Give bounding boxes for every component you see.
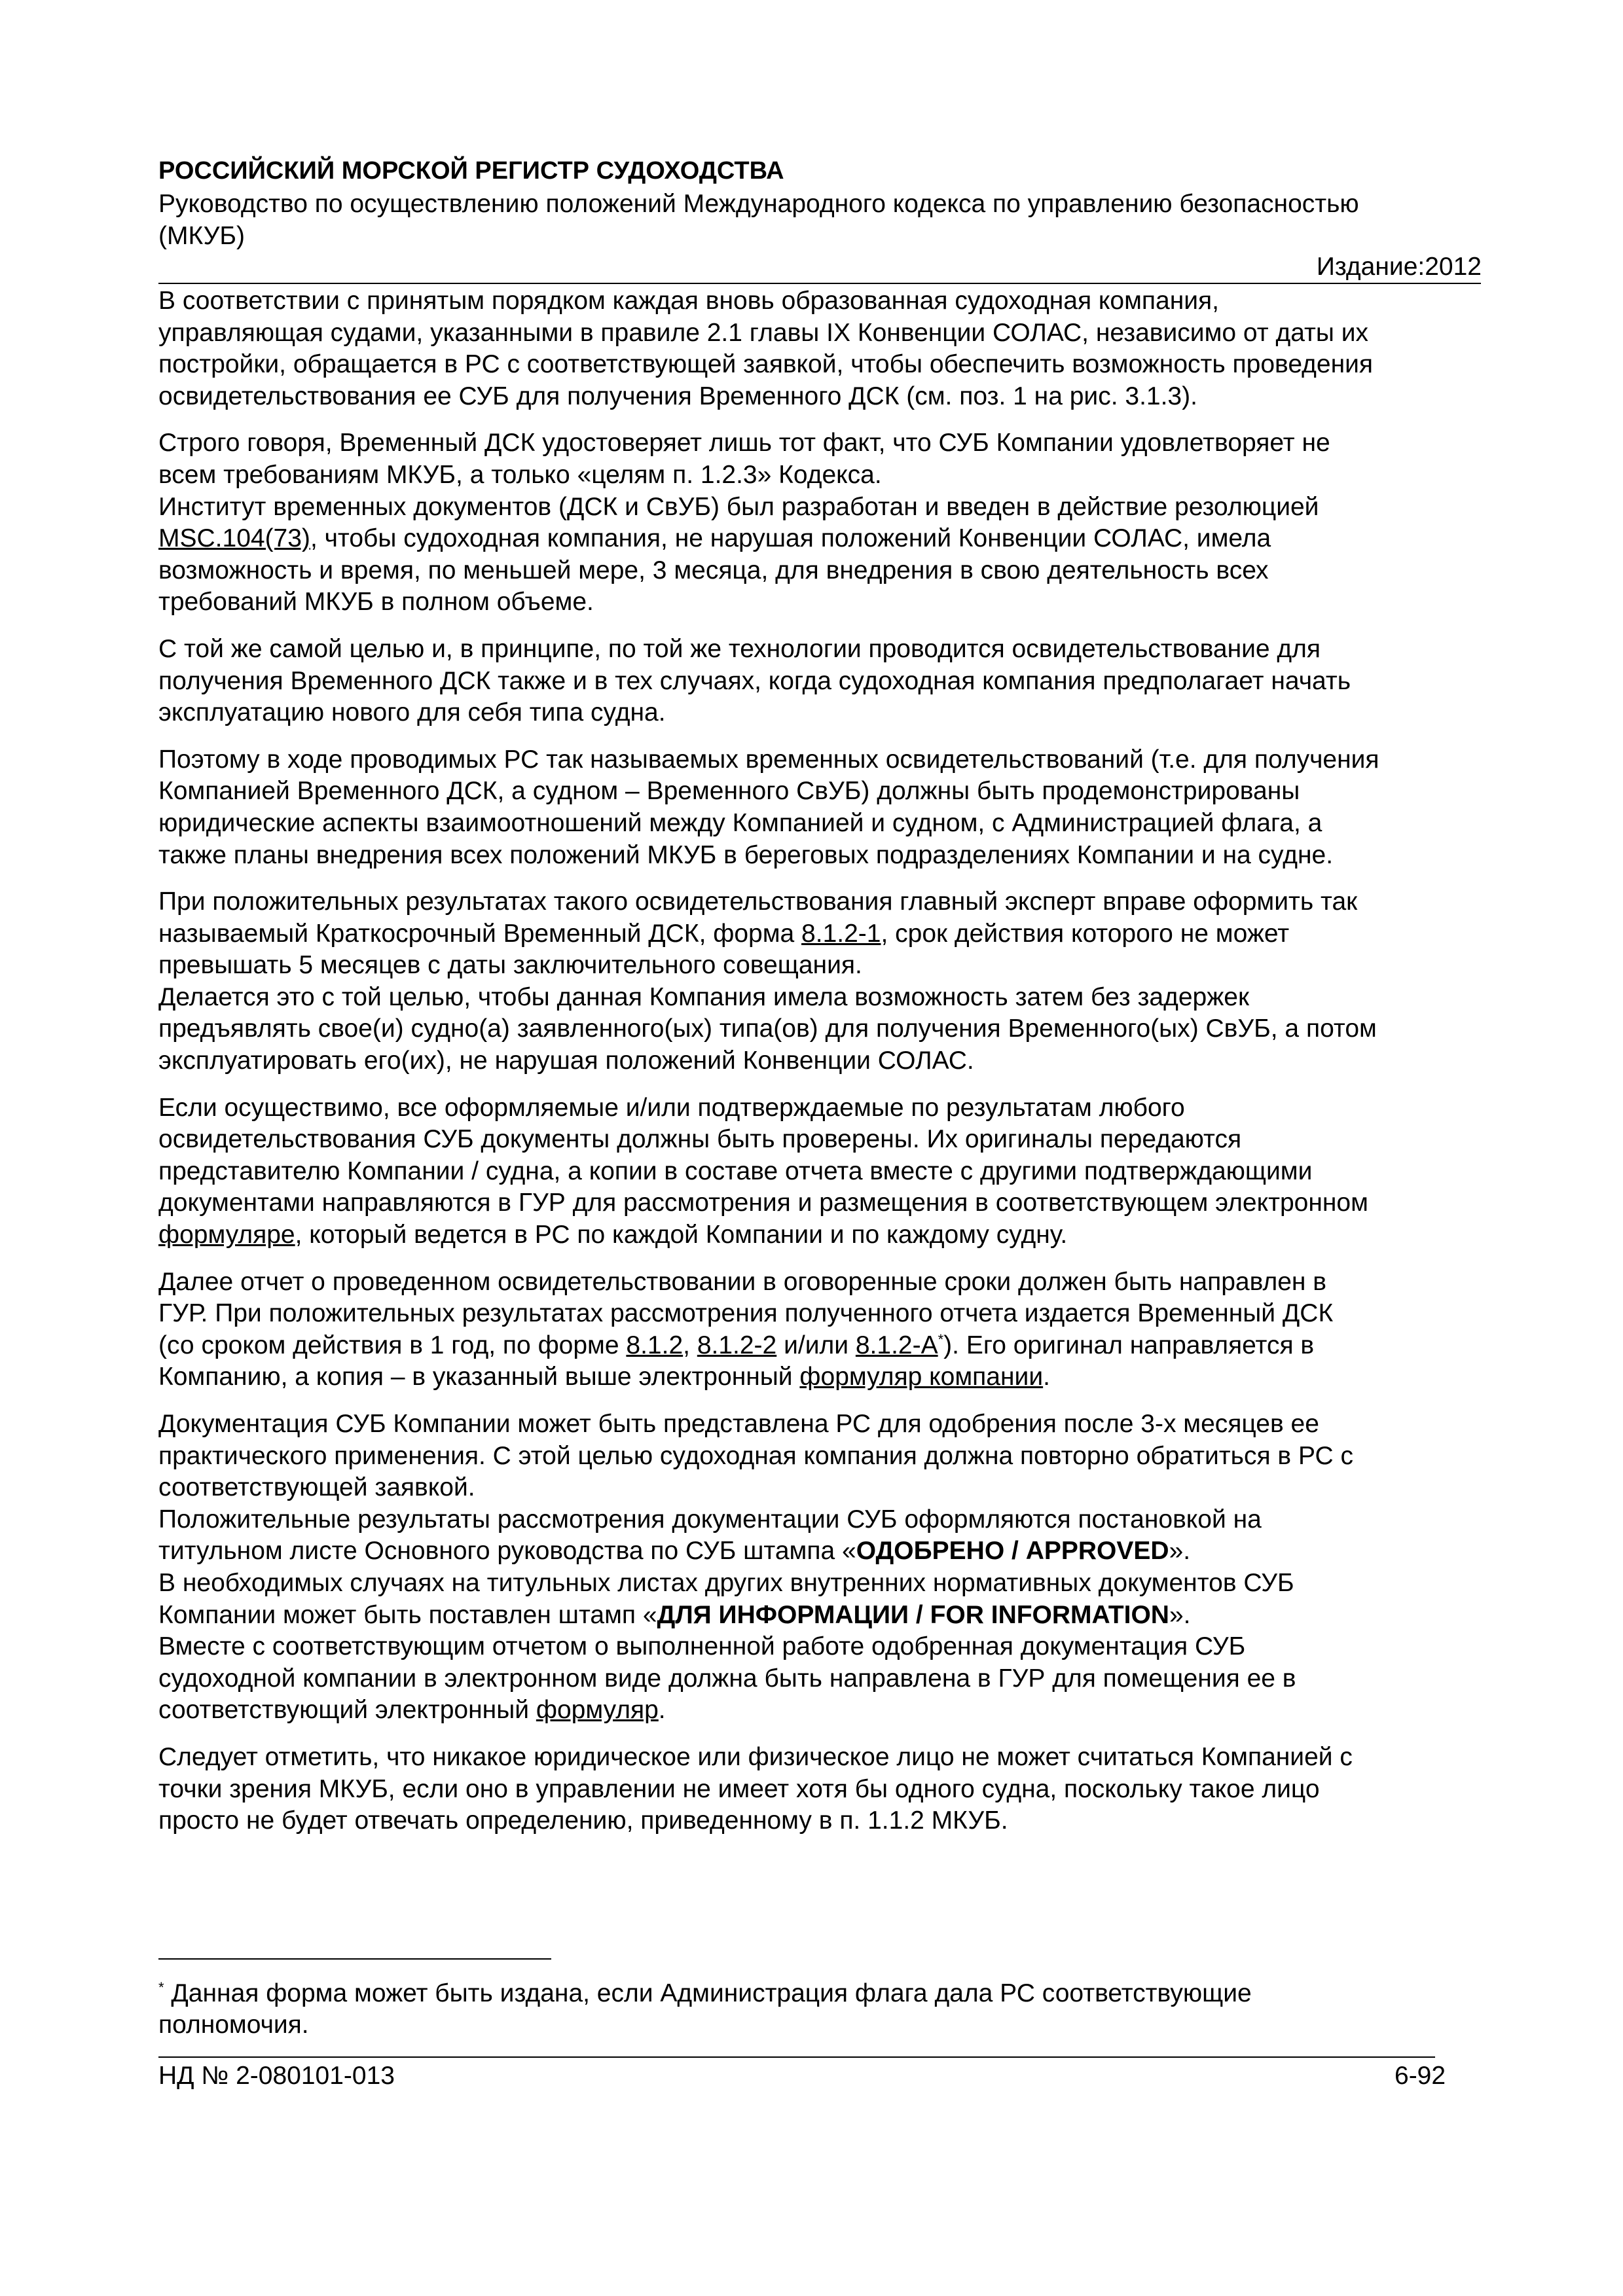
- footnote-divider: [158, 1958, 551, 1960]
- text-line: соответствующей заявкой.: [158, 1473, 475, 1502]
- text-line: Документация СУБ Компании может быть представлена РС для одобрения после 3-х месяцев ее: [158, 1410, 1319, 1438]
- text-line: Положительные результаты рассмотрения документации СУБ оформляются постановкой на: [158, 1505, 1262, 1534]
- text-line: Вместе с соответствующим отчетом о выполненной работе одобренная документация СУБ: [158, 1632, 1246, 1661]
- formular-link[interactable]: формуляре: [158, 1221, 295, 1249]
- text-line: ГУР. При положительных результатах рассмотрения полученного отчета издается Временный ДСК: [158, 1299, 1334, 1328]
- text-line: превышать 5 месяцев с даты заключительного совещания.: [158, 951, 862, 980]
- text-fragment: ,: [683, 1331, 697, 1359]
- form-link-8-1-2-a[interactable]: 8.1.2-А: [855, 1331, 938, 1359]
- document-number: НД № 2-080101-013: [158, 2062, 395, 2090]
- text-line: практического применения. С этой целью судоходная компания должна повторно обратиться в РС с: [158, 1441, 1354, 1470]
- text-line: управляющая судами, указанными в правиле 2.1 главы IX Конвенции СОЛАС, независимо от даты их: [158, 318, 1369, 347]
- paragraph: [158, 285, 1487, 412]
- text-line: эксплуатацию нового для себя типа судна.: [158, 698, 666, 727]
- text-fragment: .: [1043, 1363, 1050, 1391]
- text-line: Если осуществимо, все оформляемые и/или подтверждаемые по результатам любого: [158, 1093, 1185, 1122]
- text-fragment: титульном листе Основного руководства по СУБ штампа «: [158, 1537, 856, 1566]
- page-number: 6-92: [1395, 2062, 1446, 2090]
- register-title: РОССИЙСКИЙ МОРСКОЙ РЕГИСТР СУДОХОДСТВА: [158, 157, 784, 185]
- document-body: [158, 285, 1487, 1852]
- form-link-8-1-2-1[interactable]: 8.1.2-1: [801, 919, 881, 948]
- footer-divider: [158, 2056, 1435, 2058]
- text-line: предъявлять свое(и) судно(а) заявленного(ых) типа(ов) для получения Временного(ых) СвУБ, а потом: [158, 1014, 1377, 1043]
- text-fragment: ). Его оригинал направляется в: [943, 1331, 1315, 1359]
- text-line: постройки, обращается в РС с соответствующей заявкой, чтобы обеспечить возможность проведения: [158, 350, 1374, 379]
- paragraph: [158, 886, 1487, 1077]
- paragraph: [158, 1408, 1487, 1727]
- footnote: [158, 1978, 1468, 2041]
- text-line: [158, 1361, 1487, 1393]
- text-line: [158, 1535, 1487, 1568]
- text-fragment: ».: [1169, 1600, 1191, 1629]
- text-line: точки зрения МКУБ, если оно в управлении не имеет хотя бы одного судна, поскольку такое лицо: [158, 1774, 1320, 1803]
- guide-title-line: (МКУБ): [158, 222, 245, 250]
- paragraph: [158, 1742, 1487, 1837]
- text-line: [158, 1330, 1487, 1362]
- text-line: эксплуатировать его(их), не нарушая положений Конвенции СОЛАС.: [158, 1047, 974, 1075]
- guide-title-line: Руководство по осуществлению положений Международного кодекса по управлению безопасностью: [158, 190, 1359, 218]
- text-line: Компанией Временного ДСК, а судном – Временного СвУБ) должны быть продемонстрированы: [158, 777, 1300, 806]
- text-line: получения Временного ДСК также и в тех случаях, когда судоходная компания предполагает начать: [158, 666, 1351, 695]
- formular-link[interactable]: формуляр: [536, 1696, 659, 1725]
- text-fragment: (со сроком действия в 1 год, по форме: [158, 1331, 627, 1359]
- guide-title: [158, 188, 1481, 252]
- text-fragment: , чтобы судоходная компания, не нарушая положений Конвенции СОЛАС, имела: [310, 524, 1271, 553]
- text-line: судоходной компании в электронном виде должна быть направлена в ГУР для помещения ее в: [158, 1664, 1296, 1693]
- footnote-marker: *: [158, 1979, 164, 1996]
- text-fragment: соответствующий электронный: [158, 1696, 536, 1725]
- text-fragment: Компании может быть поставлен штамп «: [158, 1600, 657, 1629]
- form-link-8-1-2-2[interactable]: 8.1.2-2: [697, 1331, 777, 1359]
- paragraph: [158, 427, 1487, 619]
- text-line: [158, 1219, 1487, 1251]
- text-line: Далее отчет о проведенном освидетельствовании в оговоренные сроки должен быть направлен в: [158, 1267, 1326, 1296]
- text-line: С той же самой целью и, в принципе, по той же технологии проводится освидетельствование для: [158, 634, 1321, 663]
- text-fragment: ».: [1169, 1537, 1191, 1566]
- text-line: требований МКУБ в полном объеме.: [158, 588, 594, 617]
- header-divider: [158, 283, 1481, 284]
- text-line: Делается это с той целью, чтобы данная Компания имела возможность затем без задержек: [158, 982, 1250, 1011]
- footnote-marker: *: [938, 1331, 944, 1348]
- resolution-link[interactable]: MSC.104(73): [158, 524, 310, 553]
- text-fragment: .: [658, 1696, 666, 1725]
- text-line: В необходимых случаях на титульных листах других внутренних нормативных документов СУБ: [158, 1568, 1294, 1597]
- edition-label: Издание:2012: [1316, 253, 1482, 281]
- text-line: также планы внедрения всех положений МКУБ в береговых подразделениях Компании и на судне.: [158, 840, 1334, 869]
- paragraph: [158, 1266, 1487, 1393]
- text-line: [158, 1695, 1487, 1727]
- text-line: освидетельствования ее СУБ для получения Временного ДСК (см. поз. 1 на рис. 3.1.3).: [158, 382, 1197, 410]
- text-line: [158, 1978, 1468, 2009]
- text-line: [158, 1600, 1487, 1632]
- for-information-stamp-text: ДЛЯ ИНФОРМАЦИИ / FOR INFORMATION: [657, 1600, 1169, 1629]
- text-line: представителю Компании / судна, а копии в составе отчета вместе с другими подтверждающими: [158, 1157, 1313, 1185]
- paragraph: [158, 634, 1487, 729]
- approved-stamp-text: ОДОБРЕНО / APPROVED: [856, 1537, 1169, 1566]
- text-fragment: , который ведется в РС по каждой Компании и по каждому судну.: [295, 1221, 1068, 1249]
- text-line: освидетельствования СУБ документы должны быть проверены. Их оригиналы передаются: [158, 1125, 1242, 1154]
- text-line: [158, 918, 1487, 950]
- text-line: всем требованиям МКУБ, а только «целям п. 1.2.3» Кодекса.: [158, 460, 882, 489]
- paragraph: [158, 744, 1487, 871]
- text-fragment: называемый Краткосрочный Временный ДСК, форма: [158, 919, 802, 948]
- form-link-8-1-2[interactable]: 8.1.2: [626, 1331, 684, 1359]
- text-line: возможность и время, по меньшей мере, 3 месяца, для внедрения в свою деятельность всех: [158, 556, 1269, 584]
- text-line: Поэтому в ходе проводимых РС так называемых временных освидетельствований (т.е. для получения: [158, 745, 1379, 774]
- text-line: В соответствии с принятым порядком каждая вновь образованная судоходная компания,: [158, 287, 1220, 315]
- text-line: просто не будет отвечать определению, приведенному в п. 1.1.2 МКУБ.: [158, 1806, 1008, 1835]
- text-fragment: Компанию, а копия – в указанный выше электронный: [158, 1363, 800, 1391]
- text-fragment: , срок действия которого не может: [881, 919, 1290, 948]
- text-line: полномочия.: [158, 2011, 309, 2039]
- text-fragment: Данная форма может быть издана, если Администрация флага дала РС соответствующие: [164, 1979, 1252, 2007]
- text-line: документами направляются в ГУР для рассмотрения и размещения в соответствующем электронном: [158, 1189, 1368, 1217]
- text-line: юридические аспекты взаимоотношений между Компанией и судном, с Администрацией флага, а: [158, 808, 1322, 837]
- text-fragment: и/или: [776, 1331, 856, 1359]
- text-line: Строго говоря, Временный ДСК удостоверяет лишь тот факт, что СУБ Компании удовлетворяет не: [158, 429, 1330, 457]
- text-line: При положительных результатах такого освидетельствования главный эксперт вправе оформить так: [158, 888, 1358, 916]
- text-line: Следует отметить, что никакое юридическое или физическое лицо не может считаться Компанией с: [158, 1742, 1353, 1771]
- text-line: [158, 523, 1487, 555]
- text-line: Институт временных документов (ДСК и СвУБ) был разработан и введен в действие резолюцией: [158, 492, 1319, 521]
- company-formular-link[interactable]: формуляр компании: [799, 1363, 1044, 1391]
- paragraph: [158, 1092, 1487, 1251]
